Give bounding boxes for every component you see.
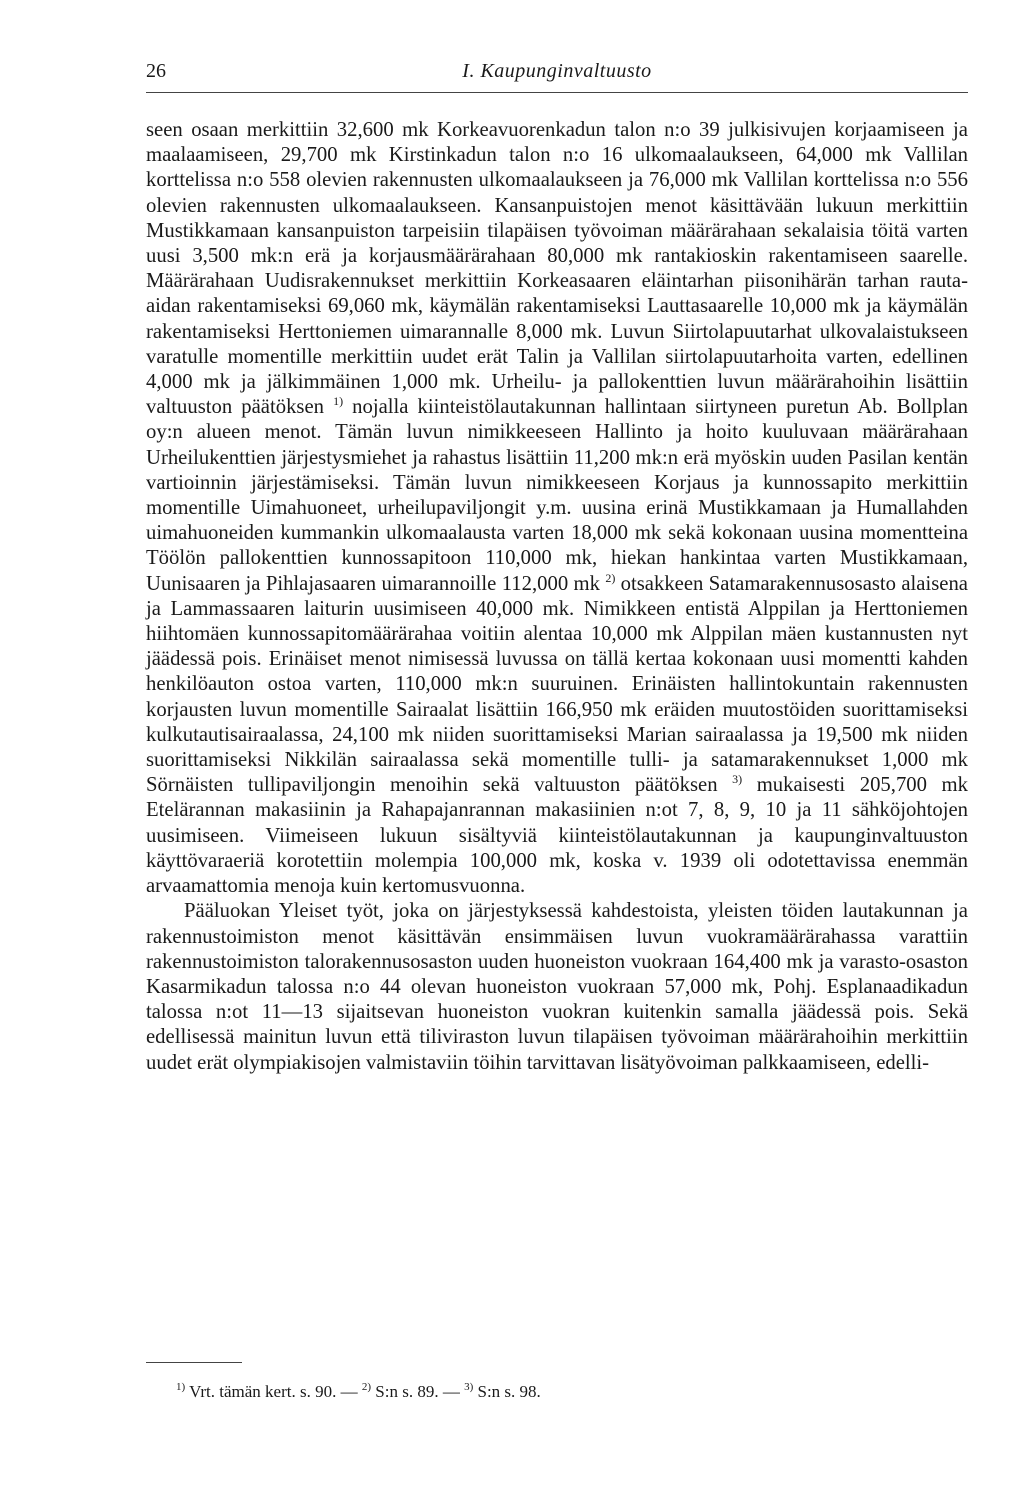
text-segment: Pääluokan Yleiset työt, joka on järjestyksessä kahdestoista, yleisten töiden lautakunnan ja rakennustoimiston menot käsittävän ensimmäisen luvun vuokramäärärahassa varattiin rakennustoimiston talorakennusosaston uuden huoneiston vuokraan 164,400 mk ja varasto-osaston Kasarmikadun talossa n:o 44 olevan huoneiston vuokraan 57,000 mk, Pohj. Esplanaadikadun talossa n:ot 11—13 sijaitsevan huoneiston vuokran kuitenkin samalla jäädessä pois. Sekä edellisessä mainitun luvun että tiliviraston luvun tilapäisen työvoiman määrärahoihin merkittiin uudet erät olympiakisojen valmistaviin töihin tarvittavan lisätyövoiman palkkaamiseen, edelli- <box>146 900 968 1074</box>
footnotes <box>176 1381 956 1403</box>
footnote-text: S:n s. 89. <box>375 1382 439 1401</box>
text-segment: nojalla kiinteistölautakunnan hallintaan siirtyneen puretun Ab. Bollplan oy:n alueen menot. Tämän luvun nimikkeeseen Hallinto ja hoito kuuluvaan määrärahaan Urheilukenttien järjestysmiehet ja rahastus lisättiin 11,200 mk:n erä myöskin uuden Pasilan kentän vartioinnin järjestämiseksi. Tämän luvun nimikkeeseen Korjaus ja kunnossapito merkittiin momentille Uimahuoneet, urheilupaviljongit y.m. uusina erinä Mustikkamaan ja Humallahden uimahuoneiden kummankin ulkomaalausta varten 18,000 mk sekä kokonaan uusina momentteina Töölön pallokenttien kunnossapitoon 110,000 mk, hiekan hankintaa varten Mustikkamaan, Uunisaaren ja Pihlajasaaren uimarannoille 112,000 mk <box>146 396 968 595</box>
paragraph <box>146 118 968 899</box>
footnote-separator: — <box>340 1382 358 1401</box>
footnote-marker: 3) <box>464 1381 474 1393</box>
text-segment: seen osaan merkittiin 32,600 mk Korkeavuorenkadun talon n:o 39 julkisivujen korjaamiseen ja maalaamiseen, 29,700 mk Kirstinkadun talon n:o 16 ulkomaalaukseen, 64,000 mk Vallilan korttelissa n:o 558 olevien rakennusten ulkomaalaukseen ja 76,000 mk Vallilan korttelissa n:o 556 olevien rakennusten ulkomaalaukseen. Kansanpuistojen menot käsittävään lukuun merkittiin Mustikkamaan kansanpuiston tarpeisiin tilapäisen työvoiman määrärahaan sekalaisia töitä varten uusi 3,500 mk:n erä ja korjausmäärärahaan 80,000 mk rantakioskin rakentamiseen saarelle. Määrärahaan Uudisrakennukset merkittiin Korkeasaaren eläintarhan piisonihärän tarhan rauta-aidan rakentamiseksi 69,060 mk, käymälän rakentamiseksi Lauttasaarelle 10,000 mk ja käymälän rakentamiseksi Herttoniemen uimarannalle 8,000 mk. Luvun Siirtolapuutarhat ulkovalaistukseen varatulle momentille merkittiin uudet erät Talin ja Vallilan siirtolapuutarhoita varten, edellinen 4,000 mk ja jälkimmäinen 1,000 mk. Urheilu- ja pallokenttien luvun määrärahoihin lisättiin valtuuston päätöksen <box>146 119 968 419</box>
paragraph <box>146 899 968 1075</box>
footnote-text: Vrt. tämän kert. s. 90. <box>189 1382 337 1401</box>
footnote-marker: 2) <box>361 1381 372 1393</box>
text-segment: otsakkeen Satamarakennusosasto alaisena ja Lammassaaren laiturin uusimiseen 40,000 mk. Nimikkeen entistä Alppilan ja Herttoniemen hiihtomäen kunnossapitomäärärahaa voitiin alentaa 10,000 mk Alppilan mäen kustannusten nyt jäädessä pois. Erinäiset menot nimisessä luvussa on tällä kertaa kokonaan uusi momentti kahden henkilöauton ostoa varten, 110,000 mk:n suuruinen. Erinäisten hallintokuntain rakennusten korjausten luvun momentille Sairaalat lisättiin 166,950 mk eräiden muutostöiden suorittamiseksi kulkutautisairaalassa, 24,100 mk niiden suorittamiseksi Marian sairaalassa ja 19,500 mk niiden suorittamiseksi Nikkilän sairaalassa sekä momentille tulli- ja satamarakennukset 1,000 mk Sörnäisten tullipaviljongin menoihin sekä valtuuston päätöksen <box>146 572 968 797</box>
footnote-reference: 3) <box>732 772 743 787</box>
footnote-reference: 2) <box>605 570 616 585</box>
text-segment: mukaisesti 205,700 mk Etelärannan makasiinin ja Rahapajanrannan makasiinien n:ot 7, 8, 9, 10 ja 11 sähköjohtojen uusimiseen. Viimeiseen lukuun sisältyviä kiinteistölautakunnan ja kaupunginvaltuuston käyttövaraeriä korotettiin molempia 100,000 mk, koska v. 1939 oli odotettavissa enemmän arvaamattomia menoja kuin kertomusvuonna. <box>146 774 968 898</box>
footnote-marker: 1) <box>176 1381 186 1393</box>
running-title: I. Kaupunginvaltuusto <box>462 60 652 82</box>
footnote-rule <box>146 1362 242 1363</box>
page-number: 26 <box>146 60 166 82</box>
page-header <box>146 56 968 93</box>
body-text <box>146 118 968 1076</box>
footnote-text: S:n s. 98. <box>477 1382 541 1401</box>
footnote-reference: 1) <box>333 394 344 409</box>
footnote-separator: — <box>442 1382 460 1401</box>
